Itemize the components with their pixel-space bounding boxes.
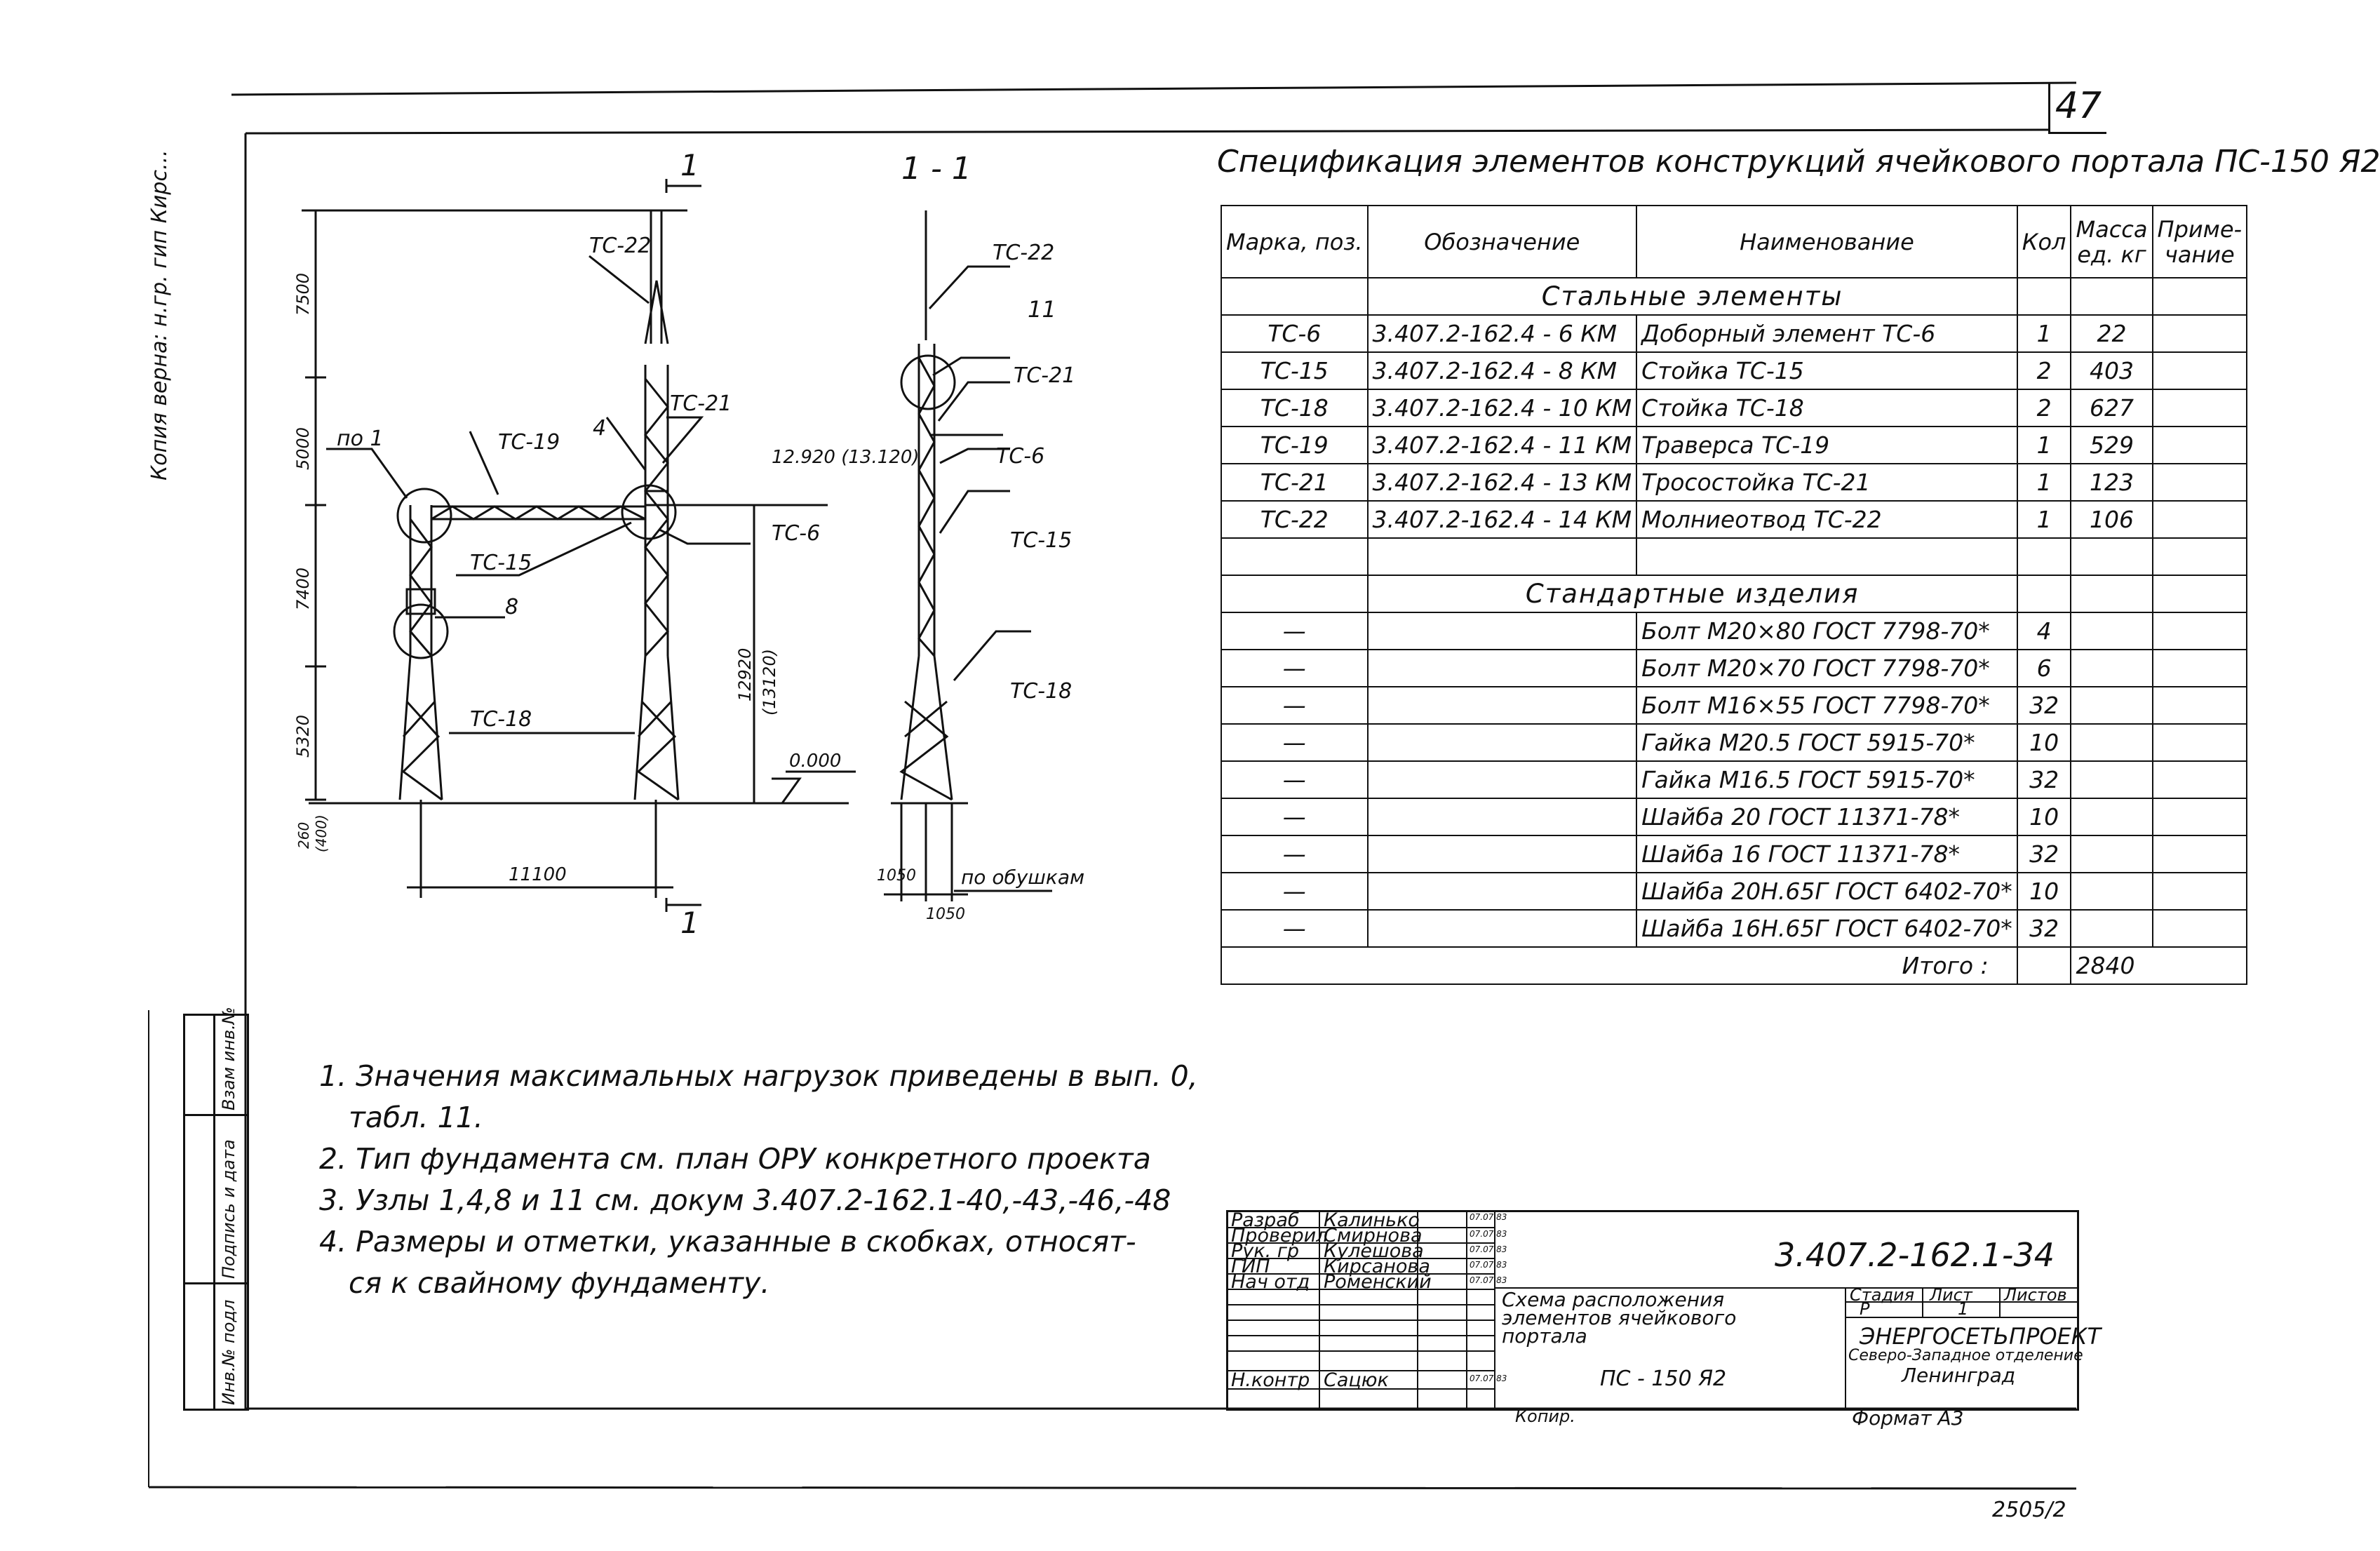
section-mark-bottom: 1: [680, 906, 699, 940]
copied-label: Копир.: [1515, 1406, 1575, 1426]
note-1: 1. Значения максимальных нагрузок приведены в вып. 0,: [319, 1059, 1198, 1093]
note-2: 2. Тип фундамента см. план ОРУ конкретного проекта: [319, 1142, 1151, 1176]
std-mass: [2071, 687, 2152, 724]
steel-qty: 2: [2017, 352, 2071, 389]
std-mark: —: [1221, 798, 1368, 835]
hdr-note: Приме-чание: [2153, 206, 2247, 278]
dim-1050a: 1050: [877, 867, 916, 885]
steel-mark: ТС-15: [1221, 352, 1368, 389]
section-mark-top: 1: [680, 148, 699, 182]
steel-mark: ТС-19: [1221, 427, 1368, 464]
section-standard-row: [1221, 575, 2247, 612]
steel-qty: 1: [2017, 501, 2071, 538]
tb-doc-code: 3.407.2-162.1-34: [1775, 1236, 2055, 1274]
std-note: [2153, 835, 2247, 873]
note-4: 4. Размеры и отметки, указанные в скобках, относят-: [319, 1225, 1136, 1258]
steel-mark: ТС-18: [1221, 389, 1368, 427]
steel-designation: 3.407.2-162.4 - 8 КМ: [1368, 352, 1637, 389]
label-tc15-section: ТС-15: [1010, 528, 1073, 553]
tb-drawing-title-2: ПС - 150 Я2: [1600, 1367, 1727, 1391]
steel-note: [2153, 464, 2247, 501]
label-tc22-section: ТС-22: [993, 241, 1055, 265]
std-name: Болт М20×70 ГОСТ 7798-70*: [1636, 650, 2017, 687]
dim-7400: 7400: [293, 567, 313, 610]
std-qty: 4: [2017, 612, 2071, 650]
hdr-qty: Кол: [2017, 206, 2071, 278]
page-number: 47: [2048, 83, 2106, 134]
steel-name: Тросостойка ТС-21: [1636, 464, 2017, 501]
steel-designation: 3.407.2-162.4 - 10 КМ: [1368, 389, 1637, 427]
std-mark: —: [1221, 835, 1368, 873]
steel-rows: [1221, 315, 2247, 538]
tb-date-5: 07.07.83: [1470, 1275, 1507, 1285]
std-designation: [1368, 650, 1637, 687]
std-mark: —: [1221, 650, 1368, 687]
dim-400: (400): [313, 814, 330, 852]
tb-org-2: Северо-Западное отделение: [1848, 1347, 2083, 1364]
std-note: [2153, 798, 2247, 835]
label-tc6: ТС-6: [772, 521, 821, 546]
steel-name: Молниеотвод ТС-22: [1636, 501, 2017, 538]
standard-row: [1221, 612, 2247, 650]
std-name: Шайба 20 ГОСТ 11371-78*: [1636, 798, 2017, 835]
steel-note: [2153, 352, 2247, 389]
tb-date-4: 07.07.83: [1470, 1260, 1507, 1270]
steel-qty: 1: [2017, 427, 2071, 464]
steel-note: [2153, 315, 2247, 352]
tb-role-1: Разраб: [1231, 1209, 1300, 1231]
steel-mark: ТС-6: [1221, 315, 1368, 352]
steel-row: [1221, 352, 2247, 389]
spacer-row: [1221, 538, 2247, 575]
steel-qty: 1: [2017, 315, 2071, 352]
tb-org-3: Ленинград: [1902, 1364, 2016, 1387]
format-label: Формат А3: [1852, 1406, 1964, 1430]
steel-designation: 3.407.2-162.4 - 14 КМ: [1368, 501, 1637, 538]
stamp-inv: Инв.№ подл: [219, 1299, 238, 1405]
tb-stage-label: Стадия: [1850, 1285, 1915, 1305]
total-label: Итого :: [1221, 947, 2017, 984]
tb-stage-value: Р: [1860, 1299, 1870, 1319]
std-qty: 10: [2017, 798, 2071, 835]
steel-note: [2153, 501, 2247, 538]
std-designation: [1368, 761, 1637, 798]
label-node8: 8: [505, 595, 519, 619]
section-steel-row: [1221, 278, 2247, 315]
steel-note: [2153, 427, 2247, 464]
label-tc21-section: ТС-21: [1014, 363, 1076, 388]
standard-row: [1221, 873, 2247, 910]
stamp-sign: Подпись и дата: [219, 1139, 238, 1279]
std-mark: —: [1221, 612, 1368, 650]
steel-mass: 627: [2071, 389, 2152, 427]
tb-name-3: Кулешова: [1324, 1240, 1424, 1262]
std-mass: [2071, 612, 2152, 650]
dim-260: 260: [295, 821, 312, 849]
std-mass: [2071, 910, 2152, 947]
std-note: [2153, 873, 2247, 910]
label-bolts: по обушкам: [961, 866, 1085, 889]
steel-row: [1221, 389, 2247, 427]
tb-sheet-label: Лист: [1930, 1285, 1972, 1305]
std-qty: 32: [2017, 910, 2071, 947]
label-tc18: ТС-18: [470, 707, 532, 732]
label-tc19: ТС-19: [498, 430, 560, 455]
tb-name-5: Роменский: [1324, 1271, 1432, 1293]
tb-date-1: 07.07.83: [1470, 1212, 1507, 1222]
std-qty: 10: [2017, 724, 2071, 761]
steel-qty: 2: [2017, 389, 2071, 427]
std-name: Шайба 20Н.65Г ГОСТ 6402-70*: [1636, 873, 2017, 910]
std-mark: —: [1221, 910, 1368, 947]
std-note: [2153, 910, 2247, 947]
tb-sheets-label: Листов: [2004, 1285, 2067, 1305]
std-designation: [1368, 612, 1637, 650]
steel-mass: 529: [2071, 427, 2152, 464]
steel-designation: 3.407.2-162.4 - 13 КМ: [1368, 464, 1637, 501]
standard-row: [1221, 687, 2247, 724]
std-designation: [1368, 910, 1637, 947]
steel-name: Стойка ТС-18: [1636, 389, 2017, 427]
std-name: Шайба 16Н.65Г ГОСТ 6402-70*: [1636, 910, 2017, 947]
steel-name: Траверса ТС-19: [1636, 427, 2017, 464]
steel-mass: 22: [2071, 315, 2152, 352]
tb-name-2: Смирнова: [1324, 1225, 1423, 1247]
standard-rows: [1221, 612, 2247, 947]
steel-name: Доборный элемент ТС-6: [1636, 315, 2017, 352]
dim-1050b: 1050: [926, 906, 965, 923]
dim-13120: (13120): [760, 648, 779, 716]
total-value: 2840: [2071, 947, 2247, 984]
std-designation: [1368, 687, 1637, 724]
notes: [319, 1056, 1196, 1304]
spec-header-row: [1221, 206, 2247, 278]
standard-row: [1221, 761, 2247, 798]
bottom-code: 2505/2: [1992, 1498, 2066, 1522]
std-mass: [2071, 724, 2152, 761]
label-node4: 4: [593, 416, 607, 441]
note-1-cont: табл. 11.: [349, 1101, 483, 1134]
std-designation: [1368, 873, 1637, 910]
tb-role-3: Рук. гр: [1231, 1240, 1300, 1262]
side-stamp: [183, 1007, 249, 1411]
tb-date-6: 07.07.83: [1470, 1374, 1507, 1383]
tb-drawing-title: Схема расположения элементов ячейкового портала: [1502, 1288, 1737, 1348]
steel-note: [2153, 389, 2247, 427]
total-row: [1221, 947, 2247, 984]
dim-5320: 5320: [293, 714, 313, 758]
steel-mark: ТС-22: [1221, 501, 1368, 538]
dim-5000: 5000: [293, 427, 313, 470]
dim-7500: 7500: [293, 272, 313, 316]
section-standard: Стандартные изделия: [1368, 575, 2017, 612]
tb-role-4: ГИП: [1231, 1256, 1270, 1277]
hdr-name: Наименование: [1636, 206, 2017, 278]
std-note: [2153, 650, 2247, 687]
dim-11100: 11100: [509, 864, 567, 885]
note-4-cont: ся к свайному фундаменту.: [349, 1266, 770, 1300]
section-label: 1 - 1: [901, 151, 972, 187]
std-name: Гайка М20.5 ГОСТ 5915-70*: [1636, 724, 2017, 761]
stamp-replace: Взам инв.№: [219, 1007, 238, 1110]
std-mass: [2071, 873, 2152, 910]
std-mass: [2071, 798, 2152, 835]
tb-role-5: Нач отд: [1231, 1271, 1310, 1293]
std-note: [2153, 687, 2247, 724]
std-mark: —: [1221, 687, 1368, 724]
label-mark-zero: 0.000: [789, 751, 842, 772]
std-mark: —: [1221, 724, 1368, 761]
tb-name-1: Калинько: [1324, 1209, 1420, 1231]
steel-designation: 3.407.2-162.4 - 6 КМ: [1368, 315, 1637, 352]
standard-row: [1221, 798, 2247, 835]
std-qty: 10: [2017, 873, 2071, 910]
tb-role-6: Н.контр: [1231, 1369, 1310, 1391]
steel-row: [1221, 315, 2247, 352]
steel-mass: 123: [2071, 464, 2152, 501]
std-name: Гайка М16.5 ГОСТ 5915-70*: [1636, 761, 2017, 798]
hdr-mark: Марка, поз.: [1221, 206, 1368, 278]
steel-row: [1221, 427, 2247, 464]
spec-title: Спецификация элементов конструкций ячейкового портала ПС-150 Я2: [1217, 144, 2380, 180]
steel-row: [1221, 464, 2247, 501]
steel-mass: 106: [2071, 501, 2152, 538]
note-3: 3. Узлы 1,4,8 и 11 см. докум 3.407.2-162.1-40,-43,-46,-48: [319, 1183, 1171, 1217]
label-tc21: ТС-21: [670, 391, 732, 416]
std-qty: 32: [2017, 835, 2071, 873]
label-tc18-section: ТС-18: [1010, 679, 1073, 704]
dim-12920: 12920: [735, 647, 755, 701]
steel-name: Стойка ТС-15: [1636, 352, 2017, 389]
std-mass: [2071, 761, 2152, 798]
std-name: Болт М20×80 ГОСТ 7798-70*: [1636, 612, 2017, 650]
standard-row: [1221, 910, 2247, 947]
std-mark: —: [1221, 761, 1368, 798]
tb-org-1: ЭНЕРГОСЕТЬПРОЕКТ: [1860, 1323, 2102, 1350]
std-note: [2153, 612, 2247, 650]
margin-note: Копия верна: н.гр. гип Кирс...: [147, 149, 172, 481]
tb-date-2: 07.07.83: [1470, 1229, 1507, 1239]
std-mass: [2071, 835, 2152, 873]
std-qty: 6: [2017, 650, 2071, 687]
label-mark-top: 12.920 (13.120): [772, 447, 920, 468]
std-designation: [1368, 724, 1637, 761]
spec-table: [1221, 205, 2247, 985]
std-note: [2153, 761, 2247, 798]
section-steel: Стальные элементы: [1368, 278, 2017, 315]
steel-designation: 3.407.2-162.4 - 11 КМ: [1368, 427, 1637, 464]
std-mass: [2071, 650, 2152, 687]
tb-name-4: Кирсанова: [1324, 1256, 1430, 1277]
std-designation: [1368, 835, 1637, 873]
tb-sheet-value: 1: [1958, 1299, 1969, 1319]
std-qty: 32: [2017, 761, 2071, 798]
standard-row: [1221, 724, 2247, 761]
hdr-designation: Обозначение: [1368, 206, 1637, 278]
tb-role-2: Проверил: [1231, 1225, 1329, 1247]
label-tc6-section: ТС-6: [996, 444, 1045, 469]
std-name: Болт М16×55 ГОСТ 7798-70*: [1636, 687, 2017, 724]
standard-row: [1221, 835, 2247, 873]
label-node11: 11: [1028, 296, 1056, 323]
steel-mass: 403: [2071, 352, 2152, 389]
steel-qty: 1: [2017, 464, 2071, 501]
steel-row: [1221, 501, 2247, 538]
std-qty: 32: [2017, 687, 2071, 724]
hdr-mass: Масса ед. кг: [2071, 206, 2152, 278]
std-name: Шайба 16 ГОСТ 11371-78*: [1636, 835, 2017, 873]
std-note: [2153, 724, 2247, 761]
label-node1: по 1: [337, 427, 384, 451]
std-designation: [1368, 798, 1637, 835]
label-tc15: ТС-15: [470, 551, 532, 575]
std-mark: —: [1221, 873, 1368, 910]
tb-name-6: Сацюк: [1324, 1369, 1389, 1391]
steel-mark: ТС-21: [1221, 464, 1368, 501]
tb-date-3: 07.07.83: [1470, 1244, 1507, 1254]
label-tc22: ТС-22: [589, 234, 652, 258]
standard-row: [1221, 650, 2247, 687]
